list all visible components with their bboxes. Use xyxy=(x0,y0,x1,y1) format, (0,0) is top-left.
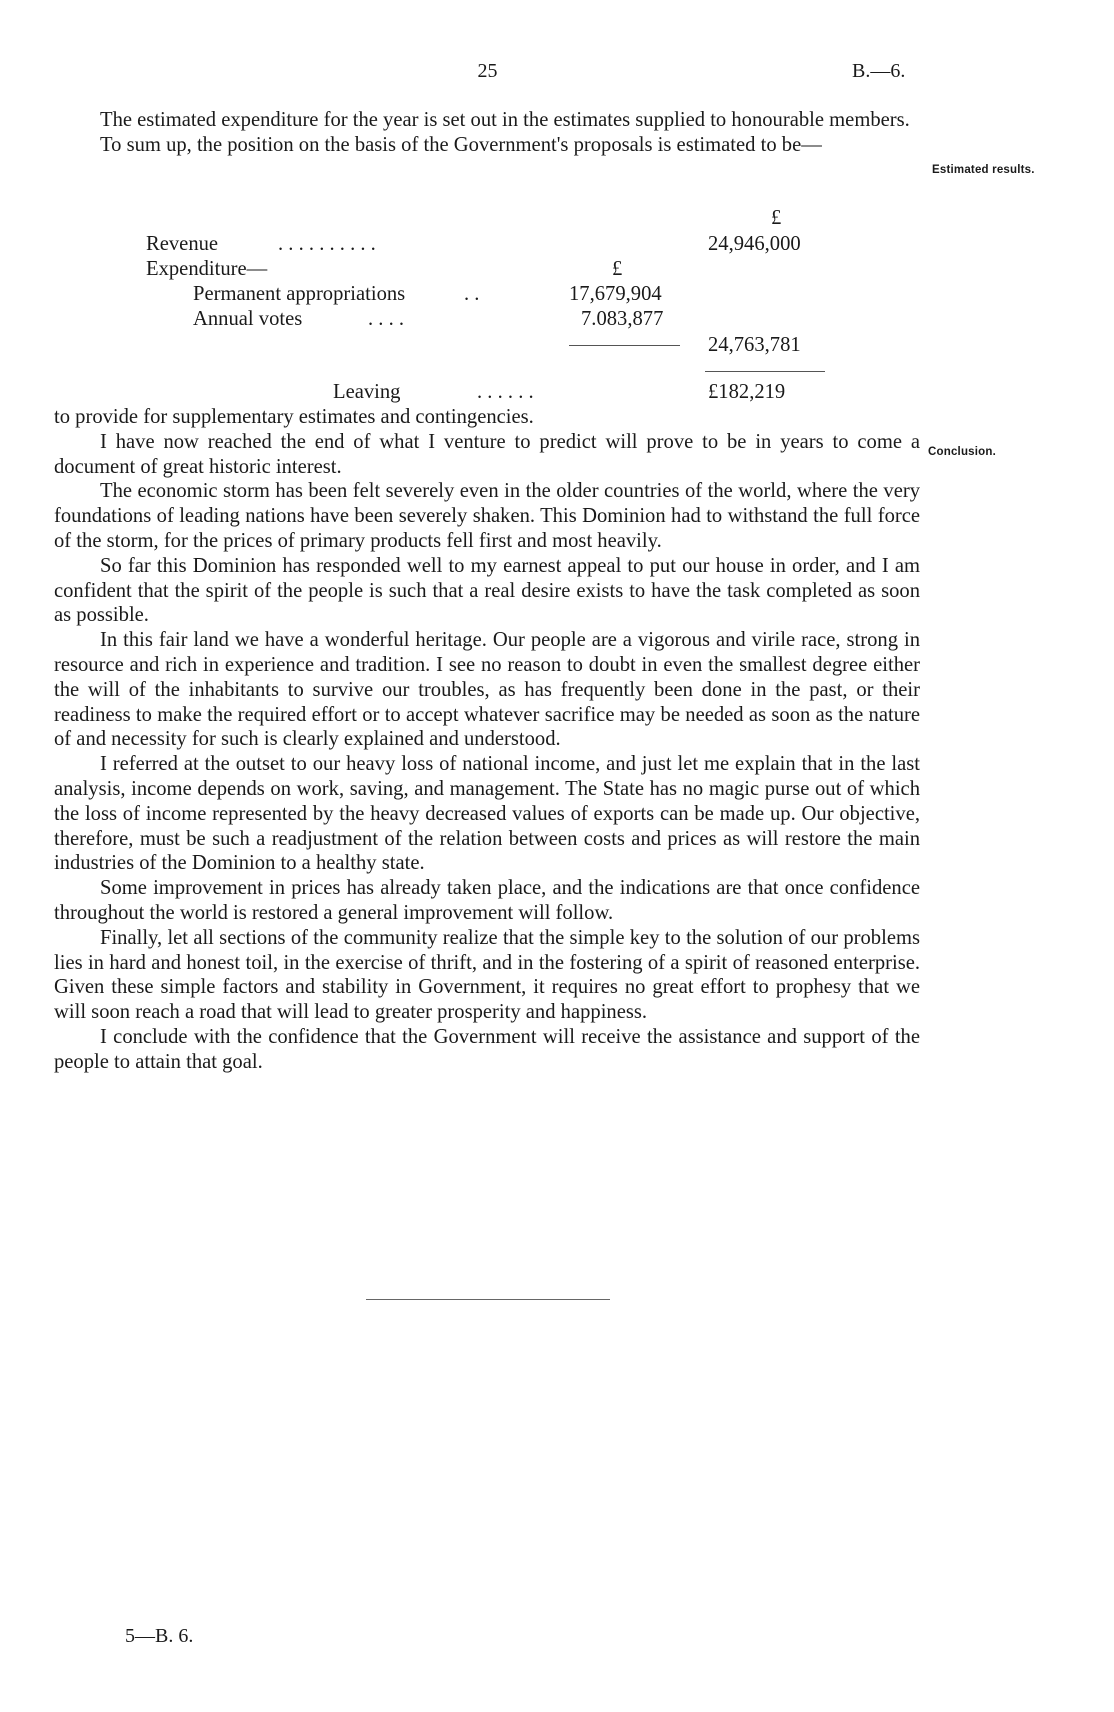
body-paragraph-8: I conclude with the confidence that the Government will receive the assistance and support of the people to attain that goal. xyxy=(54,1025,920,1073)
body-paragraph-7: Finally, let all sections of the community realize that the simple key to the solution of our problems lies in hard and honest toil, in the exercise of thrift, and in the fostering of a spirit of reasoned enterprise. Given these simple factors and stability in Government, it requires no great effort to prophesy that we will soon reach a road that will lead to greater prosperity and happiness. xyxy=(54,926,920,1024)
currency-header-total: £ xyxy=(771,207,782,229)
annual-votes-label: Annual votes xyxy=(193,308,303,330)
permanent-appropriations-label: Permanent appropriations xyxy=(193,283,406,305)
total-rule xyxy=(705,371,825,372)
body-paragraph-2: The economic storm has been felt severely even in the older countries of the world, where the very foundations of leading nations have been severely shaken. This Dominion had to withstand the full force of the storm, for the prices of primary products fell first and most heavily. xyxy=(54,480,920,552)
leaving-label: Leaving xyxy=(333,381,401,403)
expenditure-label: Expenditure— xyxy=(146,258,268,280)
leaving-leaders: . . . . . . xyxy=(477,381,534,403)
financial-statement xyxy=(0,0,1114,420)
annual-votes-value: 7.083,877 xyxy=(581,308,664,330)
document-reference: B.—6. xyxy=(852,60,906,82)
subtotal-rule xyxy=(569,345,680,346)
body-text xyxy=(54,405,920,1075)
footer-signature: 5—B. 6. xyxy=(125,1625,194,1647)
body-paragraph-5: I referred at the outset to our heavy loss of national income, and just let me explain that in the last analysis, income depends on work, saving, and management. The State has no magic purse out of which the loss of income represented by the heavy decreased values of exports can be made up. Our objective, therefore, must be such a readjustment of the relation between costs and prices as will restore the main industries of the Dominion to a healthy state. xyxy=(54,753,920,875)
body-paragraph-4: In this fair land we have a wonderful heritage. Our people are a vigorous and virile race, strong in resource and rich in experience and tradition. I see no reason to doubt in even the smallest degree either the will of the inhabitants to survive our troubles, as has frequently been done in the past, or their readiness to make the required effort or to accept whatever sacrifice may be needed as soon as the nature of and necessity for such is clearly explained and understood. xyxy=(54,629,920,751)
body-paragraph-1: I have now reached the end of what I venture to predict will prove to be in years to come a document of great historic interest. xyxy=(54,430,920,478)
intro-paragraph-1: The estimated expenditure for the year is set out in the estimates supplied to honourable members. xyxy=(100,109,910,131)
margin-note-estimated-results: Estimated results. xyxy=(932,164,1035,176)
page-number: 25 xyxy=(477,60,498,82)
permanent-appropriations-leaders: . . xyxy=(464,283,480,305)
closing-rule xyxy=(366,1299,610,1300)
leaving-value: £182,219 xyxy=(708,381,786,403)
annual-votes-leaders: . . . . xyxy=(368,308,405,330)
body-paragraph-6: Some improvement in prices has already taken place, and the indications are that once confidence throughout the world is restored a general improvement will follow. xyxy=(54,877,920,924)
margin-note-conclusion: Conclusion. xyxy=(928,446,997,458)
expenditure-total-value: 24,763,781 xyxy=(708,334,801,356)
currency-header-items: £ xyxy=(612,258,623,280)
revenue-label: Revenue xyxy=(146,233,219,255)
revenue-value: 24,946,000 xyxy=(708,233,801,255)
intro-paragraph-2: To sum up, the position on the basis of the Government's proposals is estimated to be— xyxy=(100,133,822,156)
permanent-appropriations-value: 17,679,904 xyxy=(569,283,662,305)
revenue-leaders: . . . . . . . . . . xyxy=(278,233,376,255)
after-statement-line: to provide for supplementary estimates and contingencies. xyxy=(54,406,534,428)
body-paragraph-3: So far this Dominion has responded well to my earnest appeal to put our house in order, and I am confident that the spirit of the people is such that a real desire exists to have the task completed as soon as possible. xyxy=(54,554,920,627)
